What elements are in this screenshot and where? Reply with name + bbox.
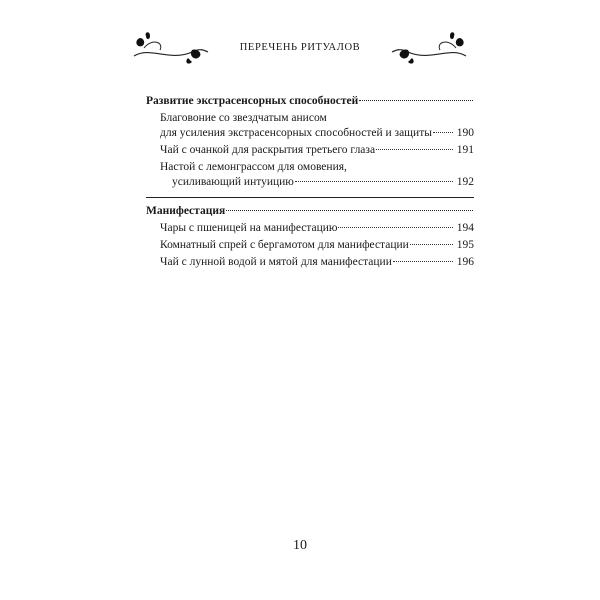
leader-dots xyxy=(295,181,453,182)
toc-section-heading[interactable] xyxy=(146,94,474,109)
entry-page-number: 191 xyxy=(456,144,474,156)
toc-entry[interactable] xyxy=(146,221,474,236)
entry-title: Благовоние со звездчатым анисом xyxy=(160,112,327,124)
page-number: 10 xyxy=(293,538,307,553)
page-header xyxy=(130,28,470,68)
leader-dots xyxy=(338,227,453,228)
running-title: ПЕРЕЧЕНЬ РИТУАЛОВ xyxy=(239,42,361,53)
leader-dots xyxy=(410,244,453,245)
toc-entry[interactable] xyxy=(146,111,474,141)
entry-page-number: 194 xyxy=(456,222,474,234)
toc-entry[interactable] xyxy=(146,160,474,190)
entry-page-number: 196 xyxy=(456,256,474,268)
leader-dots xyxy=(433,132,453,133)
entry-title-continued: для усиления экстрасенсорных способностей и защиты xyxy=(160,127,432,139)
leader-dots xyxy=(226,210,473,211)
leader-dots xyxy=(393,261,453,262)
toc-section-heading[interactable] xyxy=(146,204,474,219)
entry-title-continued: усиливающий интуицию xyxy=(172,176,294,188)
section-divider xyxy=(146,197,474,198)
entry-title: Комнатный спрей с бергамотом для манифестации xyxy=(160,239,409,251)
section-title: Развитие экстрасенсорных способностей xyxy=(146,95,359,107)
toc-entry[interactable] xyxy=(146,143,474,158)
entry-title: Чай с очанкой для раскрытия третьего глаза xyxy=(160,144,376,156)
entry-page-number: 190 xyxy=(456,127,474,139)
entry-page-number: 195 xyxy=(456,239,474,251)
entry-title: Настой с лемонграссом для омовения, xyxy=(160,161,347,173)
leader-dots xyxy=(376,149,453,150)
entry-title: Чай с лунной водой и мятой для манифестации xyxy=(160,256,392,268)
floral-ornament-icon xyxy=(390,28,470,68)
entry-title: Чары с пшеницей на манифестацию xyxy=(160,222,338,234)
toc-entry[interactable] xyxy=(146,238,474,253)
table-of-contents xyxy=(146,88,474,270)
leader-dots xyxy=(359,100,473,101)
section-title: Манифестация xyxy=(146,205,226,217)
toc-entry[interactable] xyxy=(146,255,474,270)
entry-page-number: 192 xyxy=(456,176,474,188)
